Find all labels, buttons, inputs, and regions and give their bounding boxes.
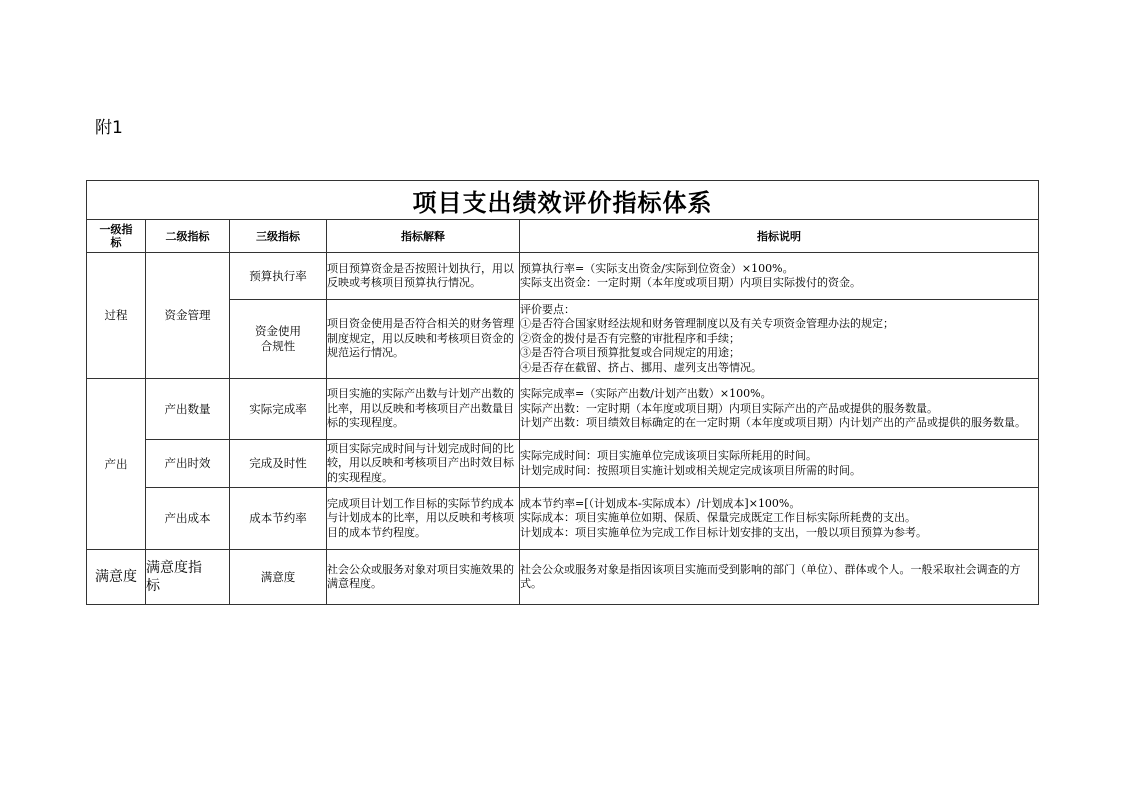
desc-cell: 实际完成时间：项目实施单位完成该项目实际所耗用的时间。 计划完成时间：按照项目实施计划或相关规定完成该项目所需的时间。 <box>520 440 1039 488</box>
level2-cell: 产出数量 <box>146 379 230 440</box>
header-description: 指标说明 <box>520 220 1039 253</box>
appendix-label: 附1 <box>95 118 123 138</box>
table-row <box>87 253 1039 300</box>
header-row <box>87 220 1039 253</box>
level1-cell: 过程 <box>87 253 146 379</box>
header-level2: 二级指标 <box>146 220 230 253</box>
explain-cell: 完成项目计划工作目标的实际节约成本与计划成本的比率，用以反映和考核项目的成本节约程度。 <box>327 488 520 550</box>
header-level3: 三级指标 <box>230 220 327 253</box>
desc-cell: 成本节约率=[（计划成本-实际成本）/计划成本]×100%。 实际成本：项目实施单位如期、保质、保量完成既定工作目标实际所耗费的支出。 计划成本：项目实施单位为完成工作目标计划安排的支出，一般以项目预算为参考。 <box>520 488 1039 550</box>
level3-cell: 完成及时性 <box>230 440 327 488</box>
level3-cell: 预算执行率 <box>230 253 327 300</box>
level3-cell: 资金使用 合规性 <box>230 300 327 379</box>
desc-cell: 社会公众或服务对象是指因该项目实施而受到影响的部门（单位）、群体或个人。一般采取社会调查的方式。 <box>520 550 1039 605</box>
desc-cell: 评价要点： ①是否符合国家财经法规和财务管理制度以及有关专项资金管理办法的规定； ②资金的拨付是否有完整的审批程序和手续； ③是否符合项目预算批复或合同规定的用途； ④是否存在截留、挤占、挪用、虚列支出等情况。 <box>520 300 1039 379</box>
level2-cell: 产出成本 <box>146 488 230 550</box>
level3-cell: 成本节约率 <box>230 488 327 550</box>
table-row <box>87 300 1039 379</box>
explain-cell: 项目预算资金是否按照计划执行，用以反映或考核项目预算执行情况。 <box>327 253 520 300</box>
explain-cell: 项目实施的实际产出数与计划产出数的比率，用以反映和考核项目产出数量目标的实现程度。 <box>327 379 520 440</box>
header-level1: 一级指 标 <box>87 220 146 253</box>
table-row <box>87 379 1039 440</box>
level2-cell: 资金管理 <box>146 253 230 379</box>
indicator-table <box>86 180 1039 605</box>
explain-cell: 社会公众或服务对象对项目实施效果的满意程度。 <box>327 550 520 605</box>
level3-cell: 满意度 <box>230 550 327 605</box>
level1-cell: 满意度 <box>87 550 146 605</box>
table-row <box>87 550 1039 605</box>
desc-cell: 预算执行率=（实际支出资金/实际到位资金）×100%。 实际支出资金：一定时期（本年度或项目期）内项目实际拨付的资金。 <box>520 253 1039 300</box>
level2-cell: 满意度指 标 <box>146 550 230 605</box>
header-explain: 指标解释 <box>327 220 520 253</box>
level3-cell: 实际完成率 <box>230 379 327 440</box>
table-row <box>87 440 1039 488</box>
table-row <box>87 488 1039 550</box>
level2-cell: 产出时效 <box>146 440 230 488</box>
table-title: 项目支出绩效评价指标体系 <box>87 181 1039 220</box>
explain-cell: 项目资金使用是否符合相关的财务管理制度规定，用以反映和考核项目资金的规范运行情况。 <box>327 300 520 379</box>
explain-cell: 项目实际完成时间与计划完成时间的比较，用以反映和考核项目产出时效目标的实现程度。 <box>327 440 520 488</box>
level1-cell: 产出 <box>87 379 146 550</box>
desc-cell: 实际完成率=（实际产出数/计划产出数）×100%。 实际产出数：一定时期（本年度或项目期）内项目实际产出的产品或提供的服务数量。 计划产出数：项目绩效目标确定的在一定时期（本年度或项目期）内计划产出的产品或提供的服务数量。 <box>520 379 1039 440</box>
